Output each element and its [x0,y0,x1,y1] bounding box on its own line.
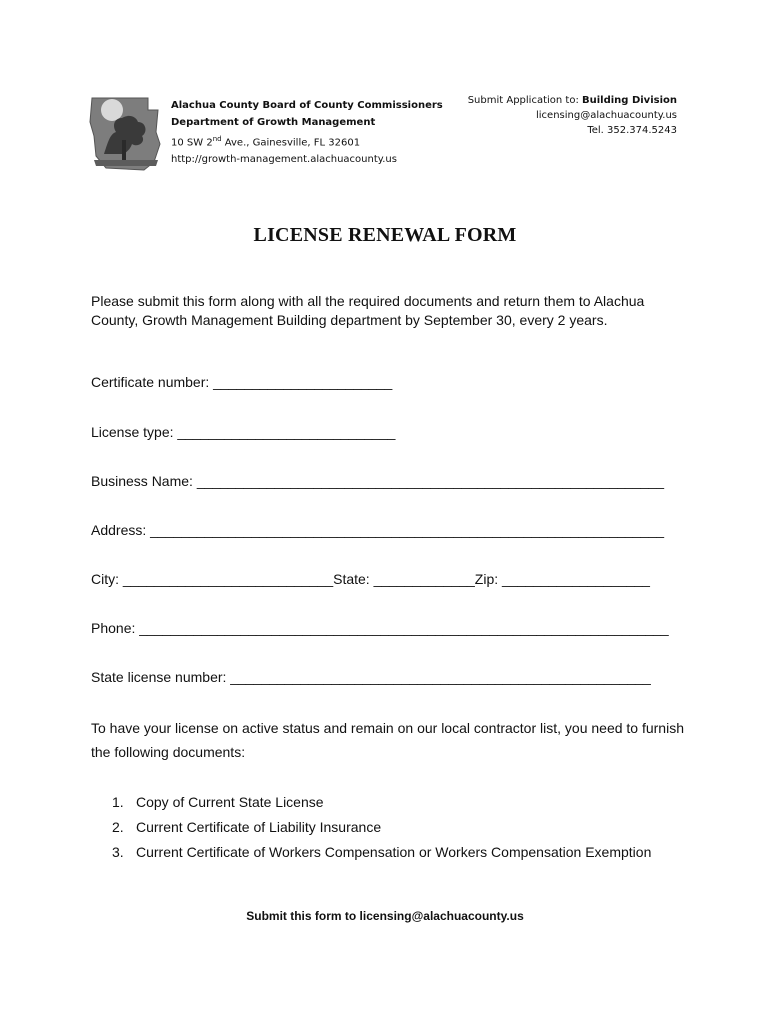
org-address: 10 SW 2nd Ave., Gainesville, FL 32601 [171,135,361,149]
address-field[interactable]: Address: __________________________________________________________________ [91,522,665,538]
license-type-field[interactable]: License type: ____________________________ [91,424,396,440]
org-website[interactable]: http://growth-management.alachuacounty.us [171,154,397,166]
state-license-number-field[interactable]: State license number: ______________________________________________________ [91,669,651,685]
required-documents-list [112,790,651,865]
contact-email[interactable]: licensing@alachuacounty.us [536,110,677,121]
phone-field[interactable]: Phone: ____________________________________________________________________ [91,620,669,636]
intro-paragraph: Please submit this form along with all the required documents and return them to Alachua County, Growth Management Building department by September 30, every 2 years. [91,293,645,328]
certificate-number-field[interactable]: Certificate number: _______________________ [91,374,393,390]
submit-application-block [468,93,677,138]
county-logo [86,92,166,172]
department-name: Department of Growth Management [171,117,376,128]
list-item: 2. Current Certificate of Liability Insurance [112,819,382,835]
city-state-zip-field[interactable]: City: ___________________________State: _____________Zip: ___________________ [91,571,650,587]
contact-phone: Tel. 352.374.5243 [587,125,677,136]
requirements-note: To have your license on active status and remain on our local contractor list, you need to furnish the following documents: [91,720,684,760]
org-name: Alachua County Board of County Commissioners [171,100,443,111]
list-item: 3. Current Certificate of Workers Compensation or Workers Compensation Exemption [112,844,652,860]
submit-to-line: Submit Application to: Building Division [467,95,677,106]
submit-instructions: Submit this form to licensing@alachuacounty.us [246,909,524,923]
organization-block [171,97,443,168]
list-item: 1. Copy of Current State License [112,794,324,810]
business-name-field[interactable]: Business Name: ____________________________________________________________ [91,473,664,489]
form-title: LICENSE RENEWAL FORM [253,224,517,246]
